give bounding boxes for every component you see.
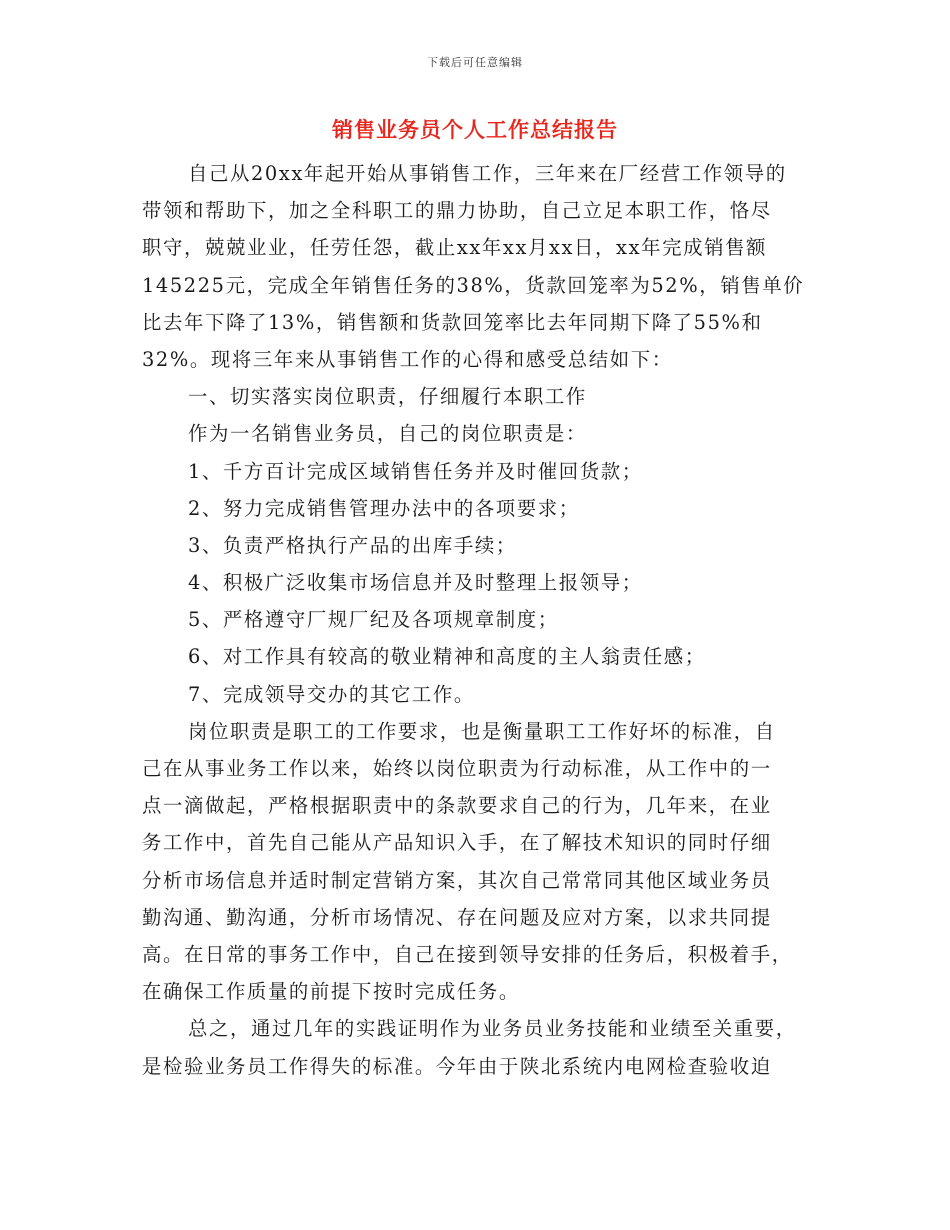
document-title: 销售业务员个人工作总结报告: [332, 117, 618, 142]
text-line: 带领和帮助下，加之全科职工的鼎力协助，自己立足本职工作，恪尽: [142, 199, 772, 223]
text-line: 比去年下降了13%，销售额和货款回笼率比去年同期下降了55%和: [142, 310, 763, 334]
text-line: 自己从20xx年起开始从事销售工作，三年来在厂经营工作领导的: [188, 162, 787, 185]
text-line: 分析市场信息并适时制定营销方案，其次自己常常同其他区域业务员: [142, 868, 772, 892]
text-line: 5、严格遵守厂规厂纪及各项规章制度；: [188, 608, 559, 632]
text-line: 7、完成领导交办的其它工作。: [188, 682, 475, 706]
text-line: 总之，通过几年的实践证明作为业务员业务技能和业绩至关重要，: [188, 1017, 797, 1041]
text-line: 4、积极广泛收集市场信息并及时整理上报领导；: [188, 571, 643, 595]
text-line: 2、努力完成销售管理办法中的各项要求；: [188, 496, 580, 520]
text-line: 6、对工作具有较高的敬业精神和高度的主人翁责任感；: [188, 645, 706, 669]
text-line: 1、千方百计完成区域销售任务并及时催回货款；: [188, 459, 643, 483]
text-line: 作为一名销售业务员，自己的岗位职责是：: [188, 422, 587, 446]
text-line: 点一滴做起，严格根据职责中的条款要求自己的行为，几年来，在业: [142, 794, 772, 818]
text-line: 一、切实落实岗位职责，仔细履行本职工作: [188, 385, 587, 409]
text-line: 务工作中，首先自己能从产品知识入手，在了解技术知识的同时仔细: [142, 831, 772, 855]
text-line: 岗位职责是职工的工作要求，也是衡量职工工作好坏的标准，自: [188, 719, 776, 743]
text-line: 己在从事业务工作以来，始终以岗位职责为行动标准，从工作中的一: [142, 757, 772, 780]
text-line: 职守，兢兢业业，任劳任怨，截止xx年xx月xx日，xx年完成销售额: [142, 236, 768, 260]
document-body: [142, 155, 810, 1085]
text-line: 3、负责严格执行产品的出库手续；: [188, 533, 517, 557]
text-line: 勤沟通、勤沟通，分析市场情况、存在问题及应对方案，以求共同提: [142, 905, 772, 929]
header-note: 下载后可任意编辑: [427, 56, 523, 69]
text-line: 32%。现将三年来从事销售工作的心得和感受总结如下：: [142, 347, 673, 371]
text-line: 145225元，完成全年销售任务的38%，货款回笼率为52%，销售单价: [142, 273, 805, 297]
text-line: 是检验业务员工作得失的标准。今年由于陕北系统内电网检查验收迫: [142, 1054, 772, 1078]
text-line: 高。在日常的事务工作中，自己在接到领导安排的任务后，积极着手，: [142, 942, 793, 966]
text-line: 在确保工作质量的前提下按时完成任务。: [142, 980, 520, 1004]
